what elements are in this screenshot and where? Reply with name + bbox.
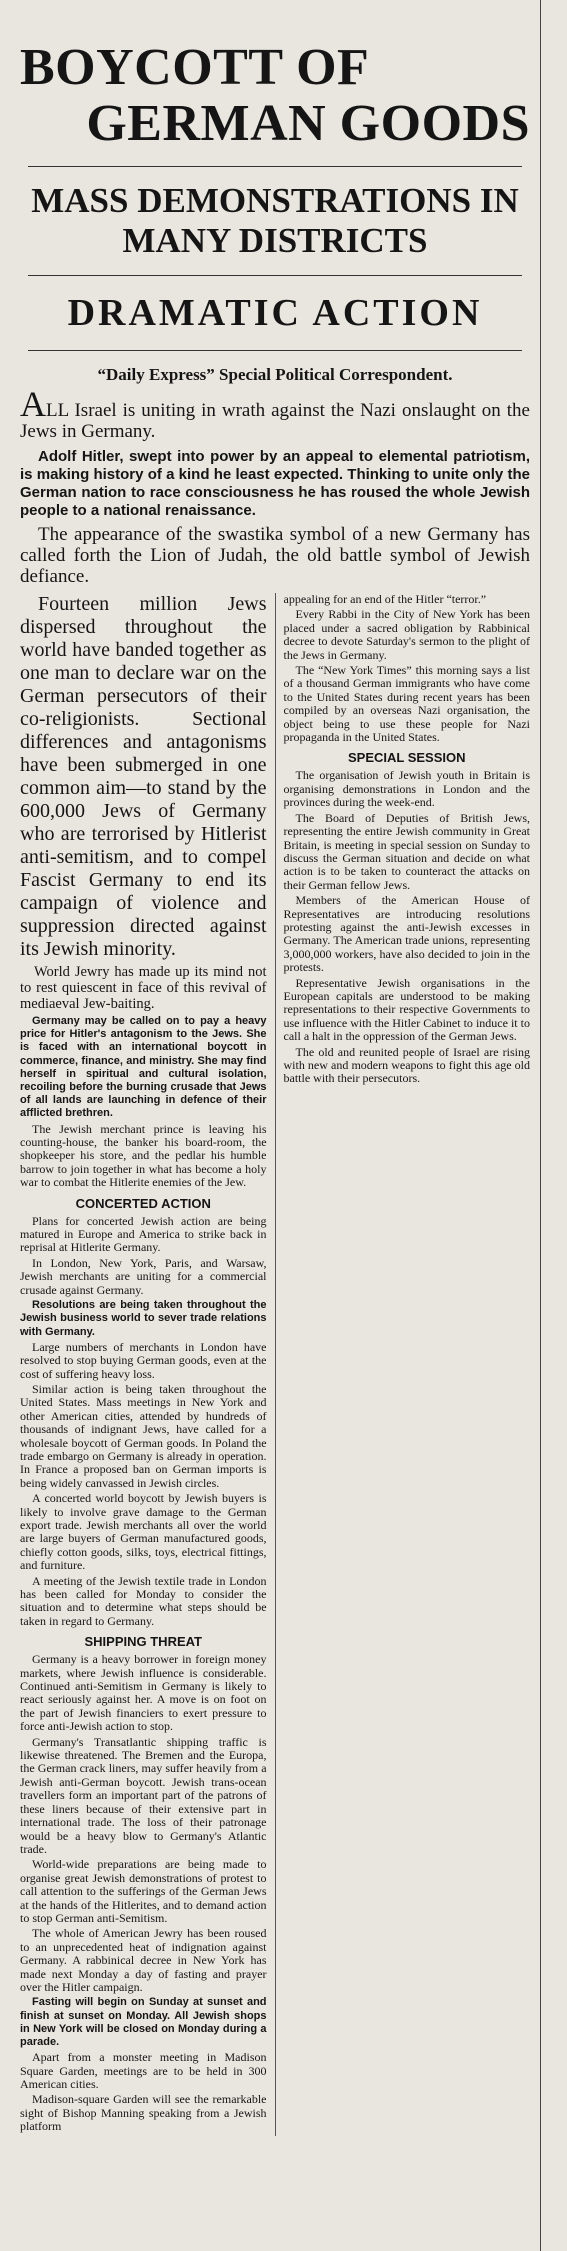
drop-cap: A bbox=[20, 384, 46, 424]
paragraph: The organisation of Jewish youth in Britain is organising demonstrations in London and the provinces during the week-end. bbox=[283, 768, 531, 810]
left-column bbox=[20, 593, 267, 2136]
subhead-dramatic-action: DRAMATIC ACTION bbox=[67, 292, 483, 334]
headline-line-1: BOYCOTT OF bbox=[20, 39, 370, 96]
section-heading-concerted-action: CONCERTED ACTION bbox=[75, 1195, 211, 1211]
subhead-line-1: MASS DEMONSTRATIONS IN bbox=[31, 181, 519, 220]
bold-lead-paragraph: Adolf Hitler, swept into power by an appeal to elemental patriotism, is making history of a kind he least expected. Thinking to unite only the German nation to race consciousness he has roused the whole Jewish people to a national renaissance. bbox=[20, 448, 530, 519]
rule-divider bbox=[28, 166, 522, 167]
paragraph: The “New York Times” this morning says a list of a thousand German immigrants who have come to the United States during recent years has been compiled by an overseas Nazi organisation, the object being to use these people for Nazi propaganda in the United States. bbox=[283, 663, 531, 745]
lead-paragraph bbox=[20, 384, 530, 442]
subhead-line-2: MANY DISTRICTS bbox=[122, 221, 428, 260]
paragraph: The whole of American Jewry has been roused to an unprecedented heat of indignation against Germany. A rabbinical decree in New York has made next Monday a day of fasting and prayer over the Hitler campaign. bbox=[20, 1926, 267, 1994]
paragraph: Apart from a monster meeting in Madison Square Garden, meetings are to be held in 300 American cities. bbox=[20, 2050, 267, 2092]
paragraph: Similar action is being taken throughout the United States. Mass meetings in New York and other American cities, attended by hundreds of thousands of indignant Jews, have called for a wholesale boycott of German goods. In Poland the trade embargo on Germany is already in operation. In France a proposed ban on German imports is being widely canvassed in Jewish circles. bbox=[20, 1381, 267, 1490]
paragraph: The old and reunited people of Israel are rising with new and modern weapons to fight this age old battle with their persecutors. bbox=[283, 1044, 531, 1086]
paragraph: Germany is a heavy borrower in foreign money markets, where Jewish influence is considerable. Continued anti-Semitism in Germany is likely to react seriously against her. A move is on foot on the part of Jewish financiers to exert pressure to force anti-Jewish action to stop. bbox=[20, 1652, 267, 1734]
paragraph: Germany's Transatlantic shipping traffic is likewise threatened. The Bremen and the Europa, the German crack liners, may suffer heavily from a Jewish anti-German boycott. Jewish trans-ocean travellers form an important part of the patrons of these liners because of their extensive part in international trade. The loss of their patronage would be a heavy blow to Germany's Atlantic trade. bbox=[20, 1734, 267, 1856]
paragraph: Every Rabbi in the City of New York has been placed under a sacred obligation by Rabbinical decree to devote Saturday's sermon to the plight of the Jews in Germany. bbox=[283, 607, 531, 662]
paragraph: Madison-square Garden will see the remarkable sight of Bishop Manning speaking from a Jewish platform bbox=[20, 2092, 267, 2134]
section-heading-special-session: SPECIAL SESSION bbox=[348, 750, 466, 766]
section-heading-shipping-threat: SHIPPING THREAT bbox=[84, 1634, 202, 1650]
paragraph: The Jewish merchant prince is leaving his counting-house, the banker his board-room, the shopkeeper his store, and the pedlar his humble barrow to join together in what has become a holy war to combat the Hitlerite enemies of the Jew. bbox=[20, 1121, 267, 1190]
rule-divider bbox=[28, 275, 522, 276]
paragraph: Members of the American House of Representatives are introducing resolutions protesting against the anti-Jewish excesses in Germany. The American trade unions, representing 3,000,000 workers, have also decided to join in the protests. bbox=[283, 893, 531, 975]
paragraph: A meeting of the Jewish textile trade in London has been called for Monday to consider the situation and to determine what steps should be taken in regard to Germany. bbox=[20, 1573, 267, 1628]
paragraph: In London, New York, Paris, and Warsaw, Jewish merchants are uniting for a commercial crusade against Germany. bbox=[20, 1255, 267, 1297]
right-column bbox=[284, 593, 531, 2136]
column-divider bbox=[275, 593, 276, 2136]
bold-paragraph: Resolutions are being taken throughout the Jewish business world to sever trade relations with Germany. bbox=[20, 1299, 267, 1338]
paragraph: Plans for concerted Jewish action are being matured in Europe and America to strike back in reprisal at Hitlerite Germany. bbox=[20, 1213, 267, 1255]
paragraph: Representative Jewish organisations in the European capitals are understood to be making representations to their respective Governments to use influence with the Hitler Cabinet to induce it to call a halt in the oppression of the German Jews. bbox=[283, 975, 531, 1044]
paragraph: appealing for an end of the Hitler “terror.” bbox=[283, 592, 487, 606]
paragraph: Fourteen million Jews dispersed throughout the world have banded together as one man to declare war on the German persecutors of their co-religionists. Sectional differences and antagonisms have been submerged in one common aim—to stand by the 600,000 Jews of Germany who are terrorised by Hitlerist anti-semitism, and to compel Fascist Germany to end its campaign of violence and suppression directed against its Jewish minority. bbox=[20, 593, 267, 960]
article-columns bbox=[20, 593, 530, 2136]
paragraph: World Jewry has made up its mind not to rest quiescent in face of this revival of mediaeval Jew-baiting. bbox=[20, 964, 267, 1012]
paragraph: World-wide preparations are being made to organise great Jewish demonstrations of protest to call attention to the sufferings of the German Jews at the hands of the Hitlerites, and to demand action to stop German anti-Semitism. bbox=[20, 1857, 267, 1925]
page-edge-rule bbox=[540, 0, 541, 2251]
bold-paragraph: Fasting will begin on Sunday at sunset and finish at sunset on Monday. All Jewish shops in New York will be closed on Monday during a parade. bbox=[20, 1996, 267, 2048]
byline: “Daily Express” Special Political Correspondent. bbox=[97, 365, 453, 384]
rule-divider bbox=[28, 350, 522, 351]
headline-line-2: GERMAN GOODS bbox=[86, 95, 530, 152]
paragraph: The Board of Deputies of British Jews, representing the entire Jewish community in Great Britain, is meeting in special session on Sunday to discuss the German situation and decide on what action is to be taken to counteract the attacks on their German fellow Jews. bbox=[283, 810, 531, 892]
paragraph: Large numbers of merchants in London have resolved to stop buying German goods, even at the cost of suffering heavy loss. bbox=[20, 1339, 267, 1381]
bold-paragraph: Germany may be called on to pay a heavy price for Hitler's antagonism to the Jews. She is faced with an international boycott in commerce, finance, and ministry. She may find herself in spiritual and cultural isolation, recoiling before the burning crusade that Jews of all lands are launching in defence of their afflicted brethren. bbox=[20, 1015, 267, 1120]
lead-text: LL Israel is uniting in wrath against the Nazi onslaught on the Jews in Germany. bbox=[20, 400, 530, 442]
intro-paragraph: The appearance of the swastika symbol of a new Germany has called forth the Lion of Judah, the old battle symbol of Jewish defiance. bbox=[20, 524, 530, 587]
paragraph: A concerted world boycott by Jewish buyers is likely to involve grave damage to the German export trade. Jewish merchants all over the world are large buyers of German manufactured goods, chiefly cotton goods, silks, toys, electrical fittings, and furniture. bbox=[20, 1491, 267, 1573]
